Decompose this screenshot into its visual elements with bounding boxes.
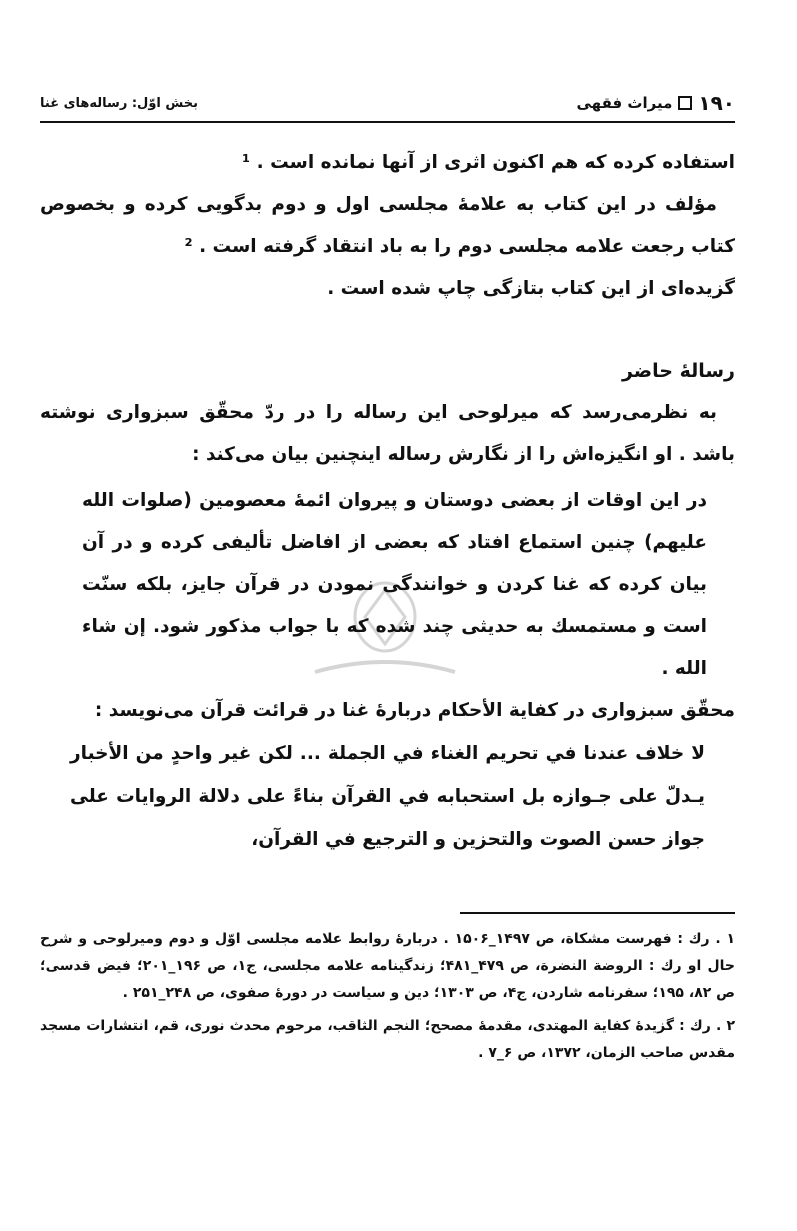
spacer xyxy=(40,310,735,350)
page-number: ۱۹۰ xyxy=(698,91,735,115)
square-ornament-icon xyxy=(678,96,692,110)
footnote-2: ۲ . رك : گزیدهٔ کفایة المهتدی، مقدمهٔ مصحح؛ النجم الثاقب، مرحوم محدث نوری، قم، انتشارات مسجد مقدس صاحب الزمان، ۱۳۷۲، ص ۶_۷ . xyxy=(40,1018,735,1061)
paragraph-continuation: استفاده کرده که هم اکنون اثری از آنها نمانده است . ¹ xyxy=(242,152,735,173)
footnote-1: ۱ . رك : فهرست مشکاة، ص ۱۴۹۷_۱۵۰۶ . دربارهٔ روابط علامه مجلسی اوّل و دوم ومیرلوحی و شرح حال او رك : الروضة النضرة، ص ۴۷۹_۴۸۱؛ زندگینامه علامه مجلسی، ج۱، ص ۱۹۶_۲۰۱؛ فیض قدسی؛ ص ۸۲، ۱۹۵؛ سفرنامه شاردن، ج۴، ص ۱۳۰۳؛ دین و سیاست در دورهٔ صفوی، ص ۲۴۸_۲۵۱ . xyxy=(40,931,735,1001)
paragraph-sabzevari: محقّق سبزواری در کفایة الأحکام دربارهٔ غنا در قرائت قرآن می‌نویسد : xyxy=(94,700,735,721)
block-quote-arabic: لا خلاف عندنا في تحريم الغناء في الجملة ... لكن غير واحدٍ من الأخبار يـدلّ على جـوازه بل استحبابه في القرآن بناءً على دلالة الروايات على جواز حسن الصوت والتحزين و الترجيع في القرآن، xyxy=(70,743,705,850)
book-title: میراث فقهی xyxy=(576,94,673,112)
header-rule xyxy=(40,121,735,123)
block-quote-persian: در این اوقات از بعضی دوستان و پیروان ائمهٔ معصومین (صلوات الله علیهم) چنین استماع افتاد که بعضی از افاضل تألیفی کرده و در آن بیان کرده که غنا کردن و خوانندگی نمودن در قرآن جایز، بلکه سنّت است و مستمسك به حدیثی چند شده که با جواب مذکور شود. إن شاء الله . xyxy=(82,490,707,679)
paragraph-author-criticism: مؤلف در این کتاب به علامهٔ مجلسی اول و دوم بدگویی کرده و بخصوص کتاب رجعت علامه مجلسی دوم را به باد انتقاد گرفته است . ² xyxy=(40,194,735,257)
section-heading: رسالهٔ حاضر xyxy=(621,360,735,382)
header-right xyxy=(577,91,736,115)
section-title: بخش اوّل: رساله‌های غنا xyxy=(40,95,199,111)
footnote-rule xyxy=(460,912,735,914)
paragraph-selection-printed: گزیده‌ای از این کتاب بتازگی چاپ شده است . xyxy=(327,278,735,299)
running-header xyxy=(40,88,735,118)
paragraph-purpose: به نظرمی‌رسد که میرلوحی این رساله را در ردّ محقّق سبزواری نوشته باشد . او انگیزه‌اش را از نگارش رساله اینچنین بیان می‌کند : xyxy=(40,402,735,465)
main-text xyxy=(40,142,735,861)
footnotes xyxy=(40,926,735,1073)
